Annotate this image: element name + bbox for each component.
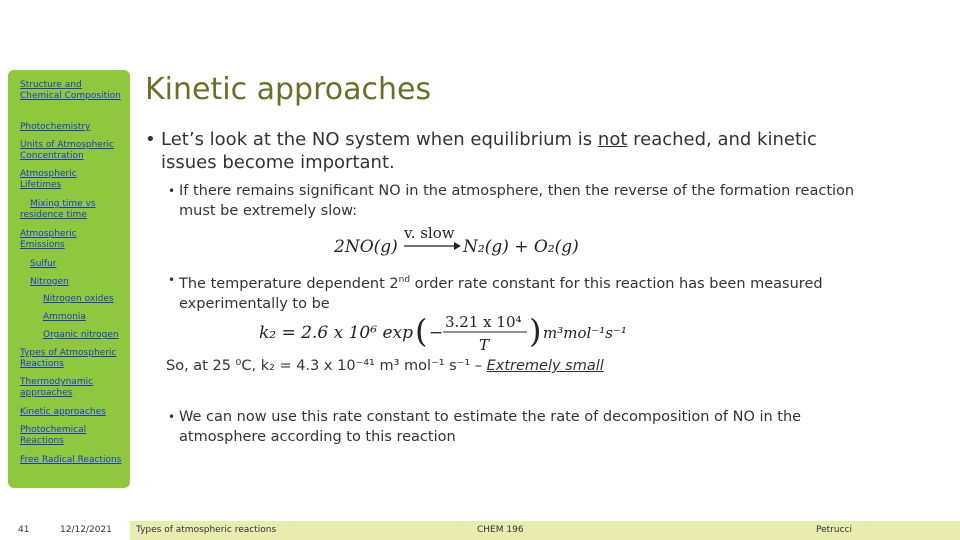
eq1-arrow-label: v. slow — [404, 224, 455, 242]
eq2-lhs: k₂ = 2.6 x 10⁶ exp — [259, 323, 413, 343]
sub-bullet-3-text: We can now use this rate constant to estimate the rate of decomposition of NO in the atmosphere according to this reaction — [179, 409, 802, 445]
eq1-left: 2NO(g) — [334, 237, 398, 257]
sub-bullet-2-text-end: order rate constant for this reaction has been measured experimentally to be — [179, 275, 823, 312]
eq2-numerator: 3.21 x 10⁴ — [445, 313, 522, 331]
main-bullet-emphasis: not — [597, 129, 628, 150]
nav-item-nitrogen-oxides[interactable]: Nitrogen oxides — [43, 294, 114, 304]
nav-item-free-radical[interactable]: Free Radical Reactions — [20, 455, 122, 465]
main-bullet — [145, 128, 845, 174]
main-bullet-text-end: reached, and kinetic issues become important. — [161, 129, 817, 173]
eq2-denominator: T — [479, 336, 490, 354]
main-bullet-text: Let’s look at the NO system when equilibrium is — [161, 129, 598, 150]
nav-item-types[interactable]: Types of Atmospheric Reactions — [20, 348, 117, 369]
nav-item-ammonia[interactable]: Ammonia — [43, 312, 86, 322]
nav-item-photochemical[interactable]: Photochemical Reactions — [20, 425, 87, 446]
eq1-arrow-head — [454, 242, 461, 250]
eq2-paren-right: ) — [529, 312, 542, 350]
footer-page-number: 41 — [18, 525, 30, 535]
result-note-text: So, at 25 ⁰C, k₂ = 4.3 x 10⁻⁴¹ m³ mol⁻¹ s⁻¹ – — [166, 358, 487, 374]
eq2-units: m³mol⁻¹s⁻¹ — [543, 324, 627, 342]
footer-topic: Types of atmospheric reactions — [136, 525, 277, 535]
sub-bullet-2-sup: nd — [398, 275, 411, 285]
nav-item-nitrogen[interactable]: Nitrogen — [30, 277, 69, 287]
nav-item-photochemistry[interactable]: Photochemistry — [20, 122, 91, 132]
footer-course: CHEM 196 — [477, 525, 524, 535]
footer — [0, 521, 960, 540]
sub-bullet-1 — [168, 181, 888, 221]
footer-date: 12/12/2021 — [60, 525, 112, 535]
nav-item-lifetimes[interactable]: Atmospheric Lifetimes — [20, 169, 77, 190]
nav-item-emissions[interactable]: Atmospheric Emissions — [20, 229, 77, 250]
bullet-dot: • — [168, 273, 176, 287]
equation-rate-constant — [255, 308, 645, 356]
result-note — [166, 358, 604, 374]
bullet-dot: • — [168, 410, 176, 424]
eq2-paren-left: ( — [415, 312, 428, 350]
nav-item-sulfur[interactable]: Sulfur — [30, 259, 57, 269]
sub-bullet-2-text: The temperature dependent 2 — [179, 275, 399, 292]
nav-item-mixing[interactable]: Mixing time vs residence time — [20, 199, 96, 220]
nav-item-structure[interactable]: Structure and Chemical Composition — [20, 80, 121, 101]
nav-item-organic-nitrogen[interactable]: Organic nitrogen — [43, 330, 119, 340]
nav-item-thermodynamic[interactable]: Thermodynamic approaches — [20, 377, 94, 398]
slide-title: Kinetic approaches — [145, 72, 432, 107]
bullet-dot: • — [168, 184, 176, 198]
eq2-minus: − — [429, 323, 444, 343]
nav-item-units[interactable]: Units of Atmospheric Concentration — [20, 140, 114, 161]
sub-bullet-3 — [168, 407, 858, 447]
result-note-emphasis: Extremely small — [486, 358, 604, 374]
footer-author: Petrucci — [816, 525, 852, 535]
eq1-right: N₂(g) + O₂(g) — [463, 237, 579, 257]
equation-reverse-formation — [330, 222, 590, 262]
bullet-dot: • — [145, 129, 156, 150]
nav-item-kinetic[interactable]: Kinetic approaches — [20, 407, 106, 417]
sub-bullet-1-text: If there remains significant NO in the atmosphere, then the reverse of the formation reaction must be extremely slow: — [179, 183, 855, 219]
